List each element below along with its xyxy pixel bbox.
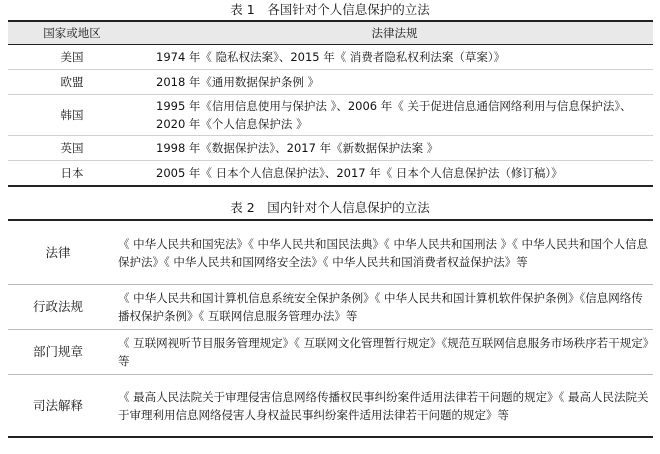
category-cell: 法律 [8,220,108,285]
laws-cell: 2005 年《 日本个人信息保护法》、2017 年《 日本个人信息保护法（修订稿）》 [156,166,563,180]
table-row [8,330,653,375]
region-cell: 英国 [8,136,136,161]
region-cell: 欧盟 [8,70,136,95]
region-cell: 美国 [8,45,136,70]
table-row [8,95,653,136]
category-cell: 部门规章 [8,330,108,375]
category-cell: 行政法规 [8,285,108,330]
table-row [8,220,653,285]
table1-foreign-legislation [8,20,653,187]
table-row [8,375,653,438]
table2-caption: 表 2 国内针对个人信息保护的立法 [230,200,430,215]
region-cell: 日本 [60,166,84,180]
laws-cell: 1974 年《 隐私权法案》、2015 年《 消费者隐私权利法案（草案）》 [136,45,653,70]
table1-header-laws: 法律法规 [136,21,653,45]
table1-header-row [8,21,653,45]
items-cell: 《 互联网视听节目服务管理规定》《 互联网文化管理暂行规定》《规范互联网信息服务市场秩序若干规定》等 [108,330,653,375]
items-cell: 《 最高人民法院关于审理侵害信息网络传播权民事纠纷案件适用法律若干问题的规定》《 最高人民法院关于审理利用信息网络侵害人身权益民事纠纷案件适用法律若干问题的规定》等 [118,389,649,422]
region-cell: 韩国 [8,95,136,136]
items-cell: 《 中华人民共和国宪法》《 中华人民共和国民法典》《 中华人民共和国刑法 》《 中华人民共和国个人信息保护法》《 中华人民共和国网络安全法》《 中华人民共和国消费者权益保护法》等 [108,220,653,285]
table1-caption: 表 1 各国针对个人信息保护的立法 [230,2,430,17]
table-row [8,285,653,330]
table-row [8,136,653,161]
table-row [8,161,653,187]
laws-cell: 1998 年《数据保护法》、2017 年《新数据保护法案 》 [136,136,653,161]
laws-cell: 2018 年《通用数据保护条例 》 [136,70,653,95]
table-row [8,45,653,70]
category-cell: 司法解释 [32,397,83,413]
table-row [8,70,653,95]
table2-domestic-legislation [8,219,653,438]
laws-cell: 1995 年《信用信息使用与保护法 》、2006 年《 关于促进信息通信网络利用与信息保护法》、2020 年《个人信息保护法 》 [136,95,653,136]
table1-header-region: 国家或地区 [8,21,136,45]
items-cell: 《 中华人民共和国计算机信息系统安全保护条例》《 中华人民共和国计算机软件保护条例》《信息网络传播权保护条例》《 互联网信息服务管理办法》等 [108,285,653,330]
